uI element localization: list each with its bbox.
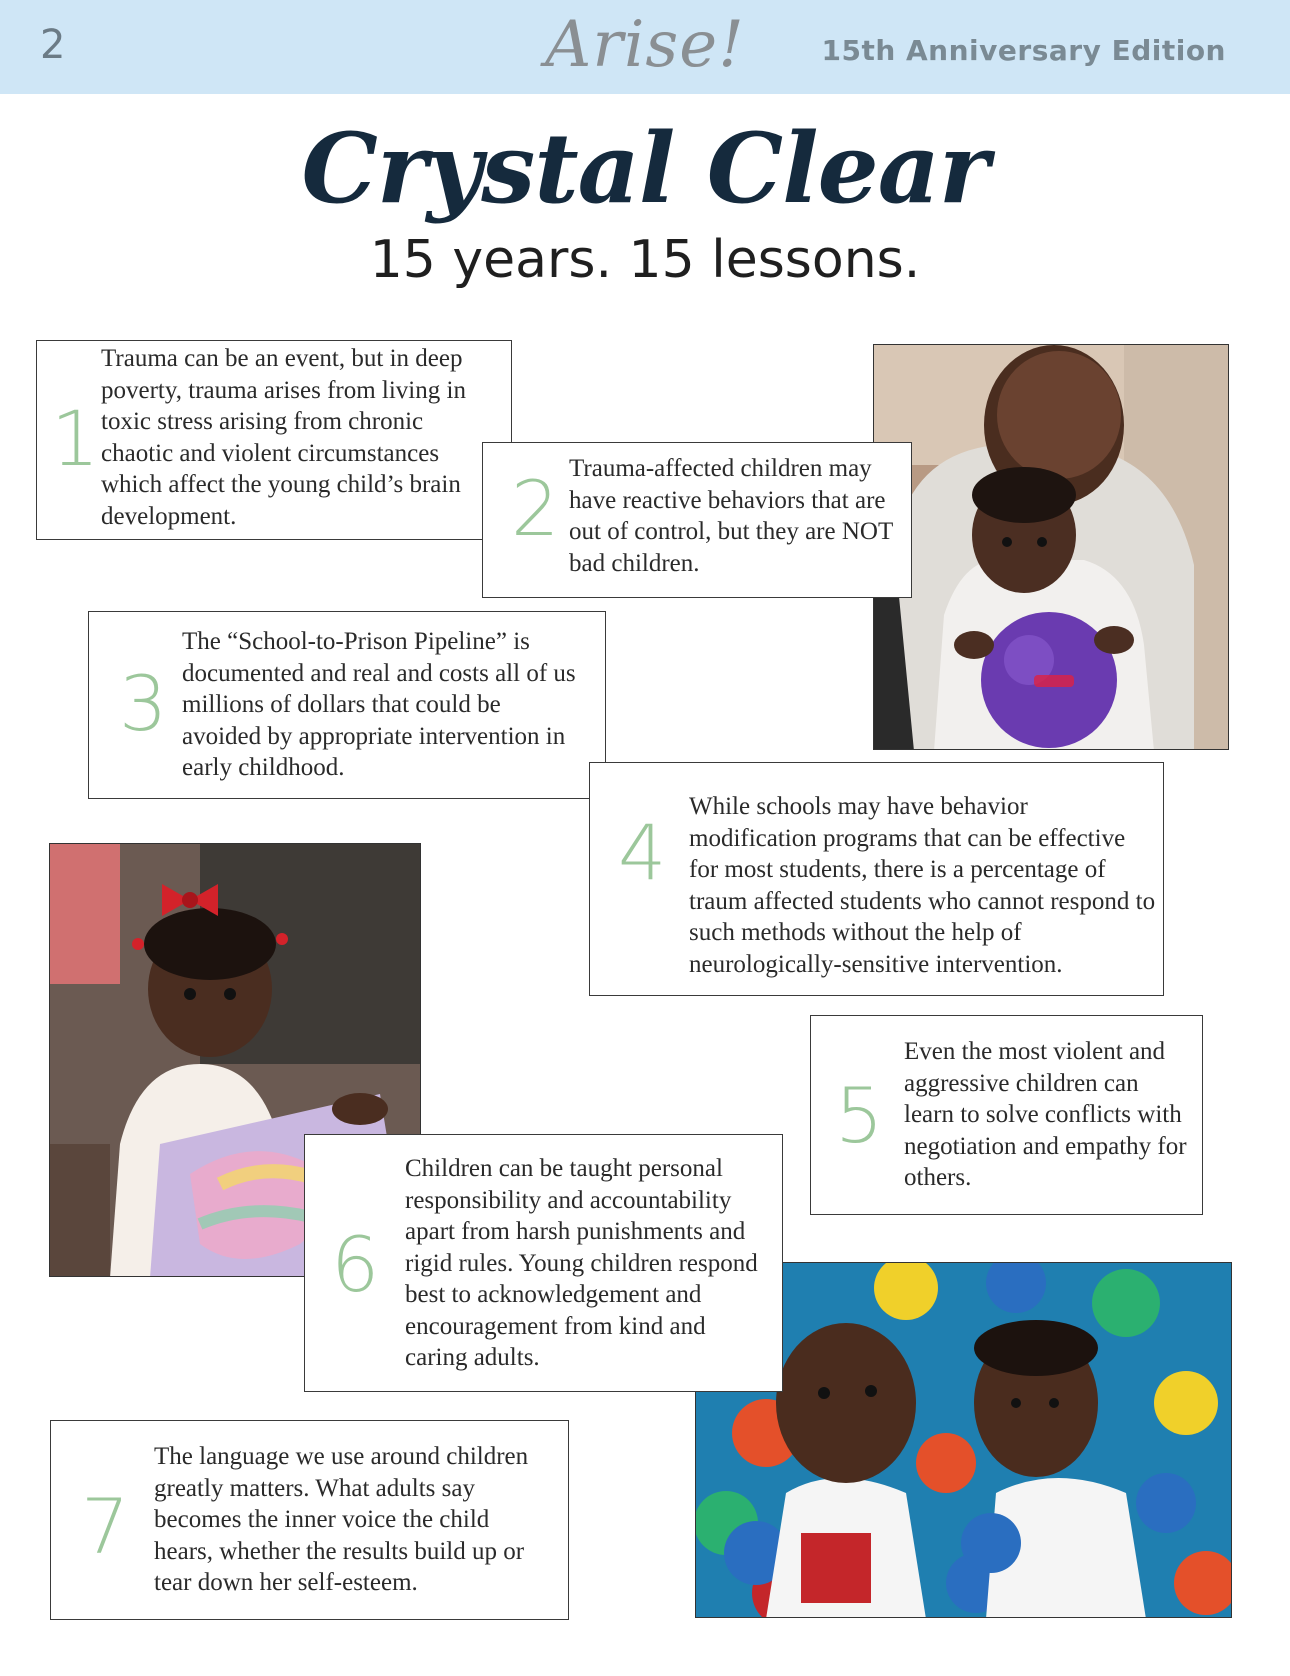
lesson-number-2: 2 [511, 464, 560, 553]
lesson-text-4: While schools may have behavior modification programs that can be effective for most students, there is a percentage of traum affected students who cannot respond to such methods without the help of neurologically-sensitive intervention. [689, 793, 1156, 978]
lesson-card-4 [589, 762, 1164, 996]
page-number: 2 [40, 22, 66, 68]
lesson-number-5: 5 [835, 1071, 884, 1160]
lesson-number-3: 3 [119, 659, 168, 748]
lesson-text-7: The language we use around children greatly matters. What adults say becomes the inner voice the child hears, whether the results build up or tear down her self-esteem. [154, 1443, 529, 1596]
lesson-card-1 [36, 340, 512, 540]
lesson-number-7: 7 [81, 1482, 130, 1571]
lesson-text-3: The “School-to-Prison Pipeline” is documented and real and costs all of us millions of dollars that could be avoided by appropriate intervention in early childhood. [182, 628, 576, 781]
masthead-logo: Arise! [545, 8, 745, 82]
lesson-number-4: 4 [618, 808, 667, 897]
edition-label: 15th Anniversary Edition [821, 34, 1226, 67]
lesson-number-1: 1 [51, 394, 100, 483]
page-subtitle: 15 years. 15 lessons. [369, 230, 921, 290]
page-header [0, 0, 1290, 94]
page-title: Crystal Clear [301, 112, 989, 225]
lesson-card-2 [482, 442, 912, 598]
lesson-card-6 [304, 1134, 783, 1392]
lesson-text-6: Children can be taught personal responsibility and accountability apart from harsh punishments and rigid rules. Young children respond best to acknowledgement and encouragement from kind and caring adults. [405, 1155, 758, 1371]
lesson-text-2: Trauma-affected children may have reactive behaviors that are out of control, but they are NOT bad children. [569, 455, 893, 577]
lesson-card-3 [88, 611, 606, 799]
lesson-number-6: 6 [331, 1220, 380, 1309]
lesson-card-7 [50, 1420, 569, 1620]
lesson-card-5 [810, 1015, 1203, 1215]
photo-mother-baby [873, 344, 1229, 750]
lesson-text-1: Trauma can be an event, but in deep poverty, trauma arises from living in toxic stress arising from chronic chaotic and violent circumstances which affect the young child’s brain development. [101, 345, 466, 530]
lesson-text-5: Even the most violent and aggressive children can learn to solve conflicts with negotiation and empathy for others. [904, 1038, 1187, 1191]
